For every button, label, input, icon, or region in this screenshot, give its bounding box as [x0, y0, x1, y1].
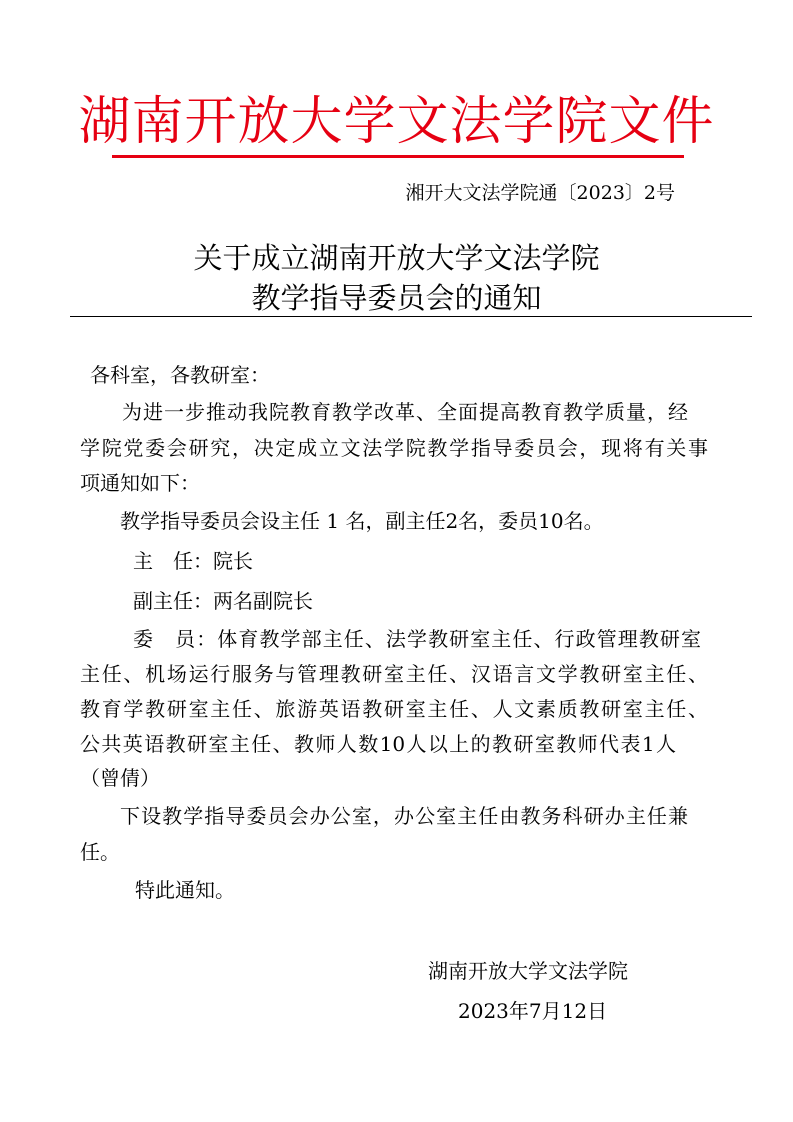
title-divider: [70, 316, 752, 317]
salutation: 各科室，各教研室：: [90, 363, 270, 387]
document-header-title: 湖南开放大学文法学院文件: [78, 92, 715, 152]
office-line: 下设教学指导委员会办公室，办公室主任由教务科研办主任兼: [120, 804, 688, 828]
document-number: 湘开大文法学院通〔2023〕2号: [405, 182, 675, 204]
members-line: 主任、机场运行服务与管理教研室主任、汉语言文学教研室主任、: [80, 662, 708, 686]
paragraph-line: 项通知如下：: [80, 471, 200, 495]
paragraph-line: 学院党委会研究，决定成立文法学院教学指导委员会，现将有关事: [80, 436, 708, 460]
closing-remark: 特此通知。: [135, 878, 235, 902]
members-line: （曾倩）: [80, 766, 160, 790]
notice-title-line-1: 关于成立湖南开放大学文法学院: [193, 241, 600, 275]
deputy-director-line: 副主任：两名副院长: [133, 589, 313, 613]
members-line: 教育学教研室主任、旅游英语教研室主任、人文素质教研室主任、: [80, 697, 708, 721]
committee-composition: 教学指导委员会设主任 1 名，副主任2名，委员10名。: [120, 509, 604, 533]
notice-title-line-2: 教学指导委员会的通知: [251, 281, 542, 315]
director-line: 主 任：院长: [133, 549, 253, 573]
paragraph-line: 为进一步推动我院教育教学改革、全面提高教育教学质量，经: [122, 400, 688, 424]
members-line: 委 员：体育教学部主任、法学教研室主任、行政管理教研室: [133, 627, 701, 651]
members-line: 公共英语教研室主任、教师人数10人以上的教研室教师代表1人: [80, 732, 676, 756]
signature-date: 2023年7月12日: [458, 999, 608, 1023]
office-line: 任。: [80, 840, 120, 864]
red-divider: [112, 155, 684, 158]
signature-organization: 湖南开放大学文法学院: [428, 959, 628, 983]
